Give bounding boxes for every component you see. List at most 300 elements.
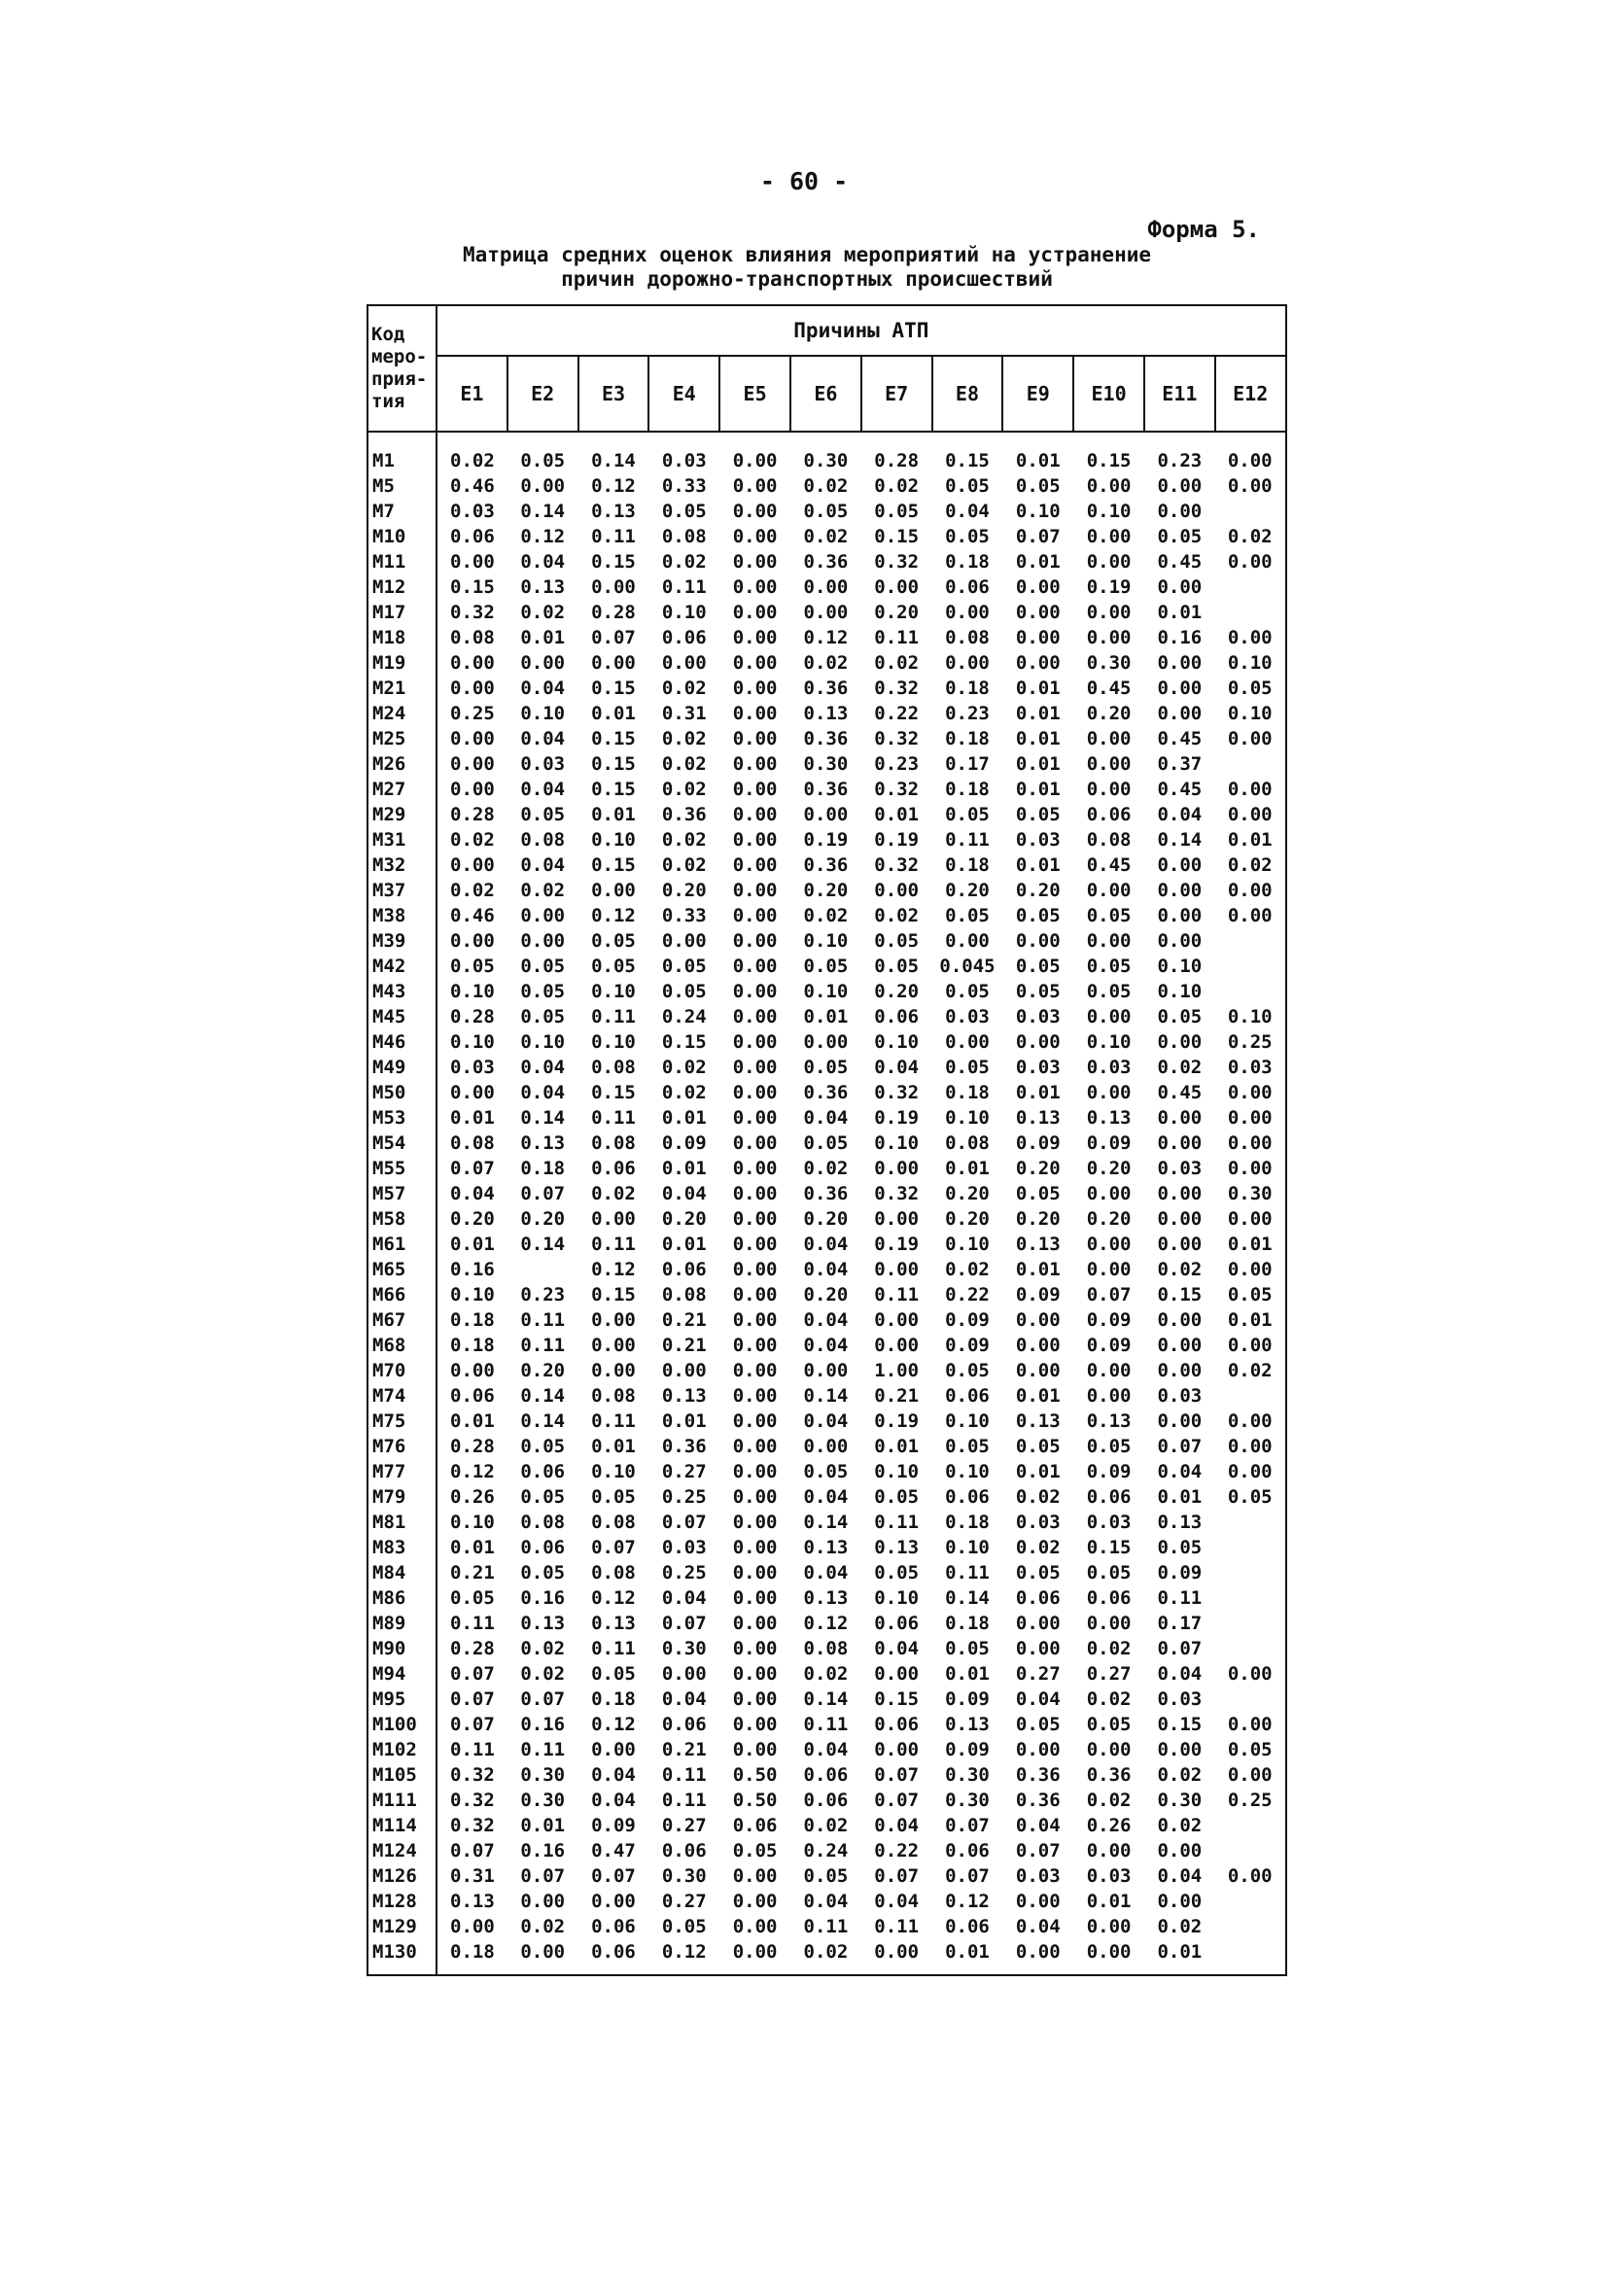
value-cell: 0.30 — [945, 1790, 990, 1811]
value-cell: 0.10 — [450, 1031, 495, 1053]
value-cell: 0.00 — [591, 1335, 636, 1356]
value-cell: 0.05 — [803, 1461, 849, 1482]
value-cell: 0.00 — [1215, 1712, 1286, 1737]
measure-code-cell: M75 — [367, 1409, 437, 1434]
value-cell: 0.24 — [661, 1006, 707, 1027]
value-cell: 0.07 — [450, 1663, 495, 1685]
measure-code-cell: M45 — [367, 1004, 437, 1029]
table-row — [367, 1131, 1286, 1156]
value-cell: 0.18 — [450, 1309, 495, 1331]
value-cell: 0.00 — [732, 678, 778, 699]
measure-code-cell: M126 — [367, 1863, 437, 1889]
value-cell: 0.00 — [591, 576, 636, 598]
value-cell: 0.05 — [1215, 1484, 1286, 1510]
measure-code-cell: M124 — [367, 1838, 437, 1863]
value-cell: 0.00 — [732, 728, 778, 749]
value-cell: 0.02 — [803, 1663, 849, 1685]
value-cell: 0.18 — [945, 1613, 990, 1634]
table-row — [367, 1661, 1286, 1687]
measure-code-cell: M58 — [367, 1206, 437, 1232]
value-cell: 0.02 — [803, 475, 849, 497]
value-cell: 0.00 — [1015, 1891, 1061, 1912]
value-cell: 0.04 — [803, 1891, 849, 1912]
value-cell: 0.00 — [1215, 549, 1286, 574]
value-cell: 0.10 — [1215, 1004, 1286, 1029]
value-cell: 0.00 — [1157, 1234, 1203, 1255]
value-cell: 0.02 — [1215, 524, 1286, 549]
code-column-header — [367, 305, 437, 432]
value-cell: 0.04 — [803, 1259, 849, 1280]
measure-code-cell: M111 — [367, 1788, 437, 1813]
table-body — [367, 432, 1286, 1975]
value-cell: 0.05 — [591, 930, 636, 952]
value-cell: 0.05 — [1015, 1714, 1061, 1735]
value-cell: 0.18 — [945, 854, 990, 876]
value-cell: 0.01 — [661, 1234, 707, 1255]
value-cell: 0.23 — [1157, 450, 1203, 471]
value-cell: 0.00 — [1086, 526, 1132, 547]
value-cell: 0.02 — [1086, 1790, 1132, 1811]
value-cell: 0.05 — [945, 1436, 990, 1457]
value-cell: 0.10 — [591, 1031, 636, 1053]
value-cell: 0.04 — [803, 1234, 849, 1255]
table-row — [367, 751, 1286, 777]
value-cell: 0.00 — [1215, 473, 1286, 499]
value-cell: 0.00 — [732, 1057, 778, 1078]
value-cell: 0.15 — [945, 450, 990, 471]
value-cell: 0.30 — [661, 1638, 707, 1659]
value-cell: 0.00 — [732, 1208, 778, 1230]
value-cell: 0.45 — [1086, 678, 1132, 699]
value-cell: 0.13 — [520, 576, 566, 598]
value-cell: 0.10 — [520, 1031, 566, 1053]
value-cell: 0.05 — [803, 1132, 849, 1154]
value-cell: 0.01 — [661, 1410, 707, 1432]
value-cell: 0.01 — [945, 1158, 990, 1179]
value-cell: 0.00 — [732, 1512, 778, 1533]
value-cell: 0.06 — [1086, 1486, 1132, 1508]
measure-code-cell: M53 — [367, 1105, 437, 1131]
measure-code-cell: M102 — [367, 1737, 437, 1762]
column-header-e1: E1 — [437, 356, 507, 432]
column-header-e5: E5 — [719, 356, 790, 432]
value-cell: 0.12 — [591, 905, 636, 926]
value-cell: 0.27 — [661, 1461, 707, 1482]
value-cell: 0.00 — [1215, 1080, 1286, 1105]
value-cell: 0.20 — [520, 1360, 566, 1381]
measure-code-cell: M17 — [367, 600, 437, 625]
value-cell: 0.11 — [591, 1107, 636, 1129]
value-cell: 0.02 — [874, 475, 920, 497]
value-cell: 0.24 — [803, 1840, 849, 1861]
value-cell: 0.00 — [450, 728, 495, 749]
value-cell: 0.00 — [1157, 905, 1203, 926]
value-cell: 0.00 — [732, 627, 778, 648]
value-cell: 0.30 — [1157, 1790, 1203, 1811]
value-cell: 0.00 — [874, 1663, 920, 1685]
value-cell: 0.07 — [661, 1613, 707, 1634]
value-cell: 0.05 — [945, 905, 990, 926]
value-cell: 0.00 — [1015, 1739, 1061, 1760]
value-cell: 0.02 — [1086, 1688, 1132, 1710]
value-cell: 0.03 — [661, 450, 707, 471]
value-cell: 0.00 — [732, 1183, 778, 1204]
value-cell: 0.20 — [874, 602, 920, 623]
table-row — [367, 954, 1286, 979]
value-cell: 0.20 — [1015, 880, 1061, 901]
value-cell: 0.06 — [1015, 1587, 1061, 1609]
value-cell: 0.00 — [732, 1865, 778, 1887]
value-cell: 0.08 — [591, 1132, 636, 1154]
table-row — [367, 701, 1286, 726]
value-cell: 0.05 — [803, 1057, 849, 1078]
table-row — [367, 574, 1286, 600]
value-cell: 0.00 — [1086, 1259, 1132, 1280]
value-cell: 0.07 — [661, 1512, 707, 1533]
value-cell: 0.45 — [1157, 728, 1203, 749]
value-cell: 0.08 — [450, 1132, 495, 1154]
value-cell: 0.21 — [661, 1309, 707, 1331]
value-cell: 0.08 — [945, 1132, 990, 1154]
value-cell: 0.02 — [661, 728, 707, 749]
value-cell: 0.36 — [1086, 1764, 1132, 1786]
value-cell: 0.01 — [450, 1234, 495, 1255]
value-cell: 0.02 — [1215, 1358, 1286, 1383]
value-cell — [1215, 1510, 1286, 1535]
value-cell: 0.01 — [1015, 854, 1061, 876]
value-cell: 0.13 — [874, 1537, 920, 1558]
value-cell: 0.00 — [874, 1259, 920, 1280]
value-cell: 0.00 — [874, 1208, 920, 1230]
value-cell: 0.03 — [1086, 1512, 1132, 1533]
value-cell: 0.30 — [1086, 652, 1132, 674]
value-cell: 0.14 — [520, 501, 566, 522]
influence-matrix-table — [367, 304, 1287, 1976]
value-cell: 0.47 — [591, 1840, 636, 1861]
measure-code-cell: M27 — [367, 777, 437, 802]
measure-code-cell: M66 — [367, 1282, 437, 1307]
value-cell: 0.00 — [450, 1082, 495, 1103]
value-cell: 0.07 — [450, 1714, 495, 1735]
value-cell: 0.04 — [803, 1562, 849, 1583]
value-cell: 0.00 — [1215, 1206, 1286, 1232]
value-cell: 0.01 — [1015, 450, 1061, 471]
value-cell: 0.10 — [1157, 956, 1203, 977]
value-cell: 0.23 — [874, 753, 920, 775]
value-cell: 0.36 — [803, 779, 849, 800]
value-cell: 0.00 — [1015, 1360, 1061, 1381]
value-cell: 0.25 — [661, 1486, 707, 1508]
value-cell: 0.10 — [945, 1537, 990, 1558]
value-cell: 0.09 — [1015, 1132, 1061, 1154]
value-cell: 0.06 — [874, 1714, 920, 1735]
value-cell: 0.36 — [803, 854, 849, 876]
value-cell: 0.08 — [450, 627, 495, 648]
value-cell: 0.00 — [1015, 1335, 1061, 1356]
value-cell: 0.02 — [803, 1815, 849, 1836]
value-cell: 0.02 — [450, 829, 495, 851]
value-cell: 0.00 — [1086, 627, 1132, 648]
value-cell: 0.07 — [450, 1158, 495, 1179]
value-cell: 0.05 — [1086, 905, 1132, 926]
value-cell: 0.25 — [1215, 1029, 1286, 1055]
value-cell: 0.02 — [661, 829, 707, 851]
table-row — [367, 1307, 1286, 1333]
value-cell: 0.03 — [1015, 829, 1061, 851]
value-cell: 0.12 — [648, 1939, 719, 1975]
value-cell: 0.05 — [945, 981, 990, 1002]
value-cell: 0.03 — [1086, 1865, 1132, 1887]
value-cell: 0.01 — [1015, 779, 1061, 800]
value-cell: 0.15 — [591, 728, 636, 749]
value-cell: 0.00 — [945, 1031, 990, 1053]
value-cell: 0.04 — [520, 779, 566, 800]
value-cell: 0.22 — [874, 703, 920, 724]
value-cell: 0.31 — [450, 1865, 495, 1887]
value-cell: 0.00 — [874, 1158, 920, 1179]
value-cell: 0.15 — [591, 779, 636, 800]
column-header-e12: E12 — [1215, 356, 1286, 432]
value-cell: 0.04 — [803, 1410, 849, 1432]
value-cell: 0.20 — [450, 1208, 495, 1230]
value-cell: 0.11 — [874, 1916, 920, 1937]
value-cell: 0.10 — [803, 981, 849, 1002]
value-cell: 0.27 — [1086, 1663, 1132, 1685]
value-cell: 0.04 — [520, 1082, 566, 1103]
value-cell: 0.01 — [1157, 602, 1203, 623]
value-cell: 0.04 — [591, 1764, 636, 1786]
value-cell: 0.36 — [803, 728, 849, 749]
value-cell — [1215, 600, 1286, 625]
value-cell: 0.00 — [1086, 880, 1132, 901]
value-cell: 0.13 — [1157, 1512, 1203, 1533]
value-cell: 0.05 — [1086, 1436, 1132, 1457]
value-cell: 0.13 — [803, 1537, 849, 1558]
column-header-e9: E9 — [1002, 356, 1073, 432]
value-cell: 0.32 — [874, 728, 920, 749]
value-cell: 0.00 — [661, 930, 707, 952]
value-cell: 0.00 — [732, 501, 778, 522]
value-cell: 0.00 — [732, 1461, 778, 1482]
value-cell: 0.05 — [803, 1865, 849, 1887]
value-cell: 0.20 — [1015, 1158, 1061, 1179]
value-cell: 0.01 — [1215, 1232, 1286, 1257]
table-row — [367, 1687, 1286, 1712]
value-cell: 0.20 — [1086, 703, 1132, 724]
value-cell: 0.06 — [520, 1461, 566, 1482]
value-cell: 0.20 — [803, 880, 849, 901]
value-cell: 0.10 — [450, 1284, 495, 1305]
value-cell: 0.23 — [520, 1284, 566, 1305]
value-cell: 0.02 — [1157, 1764, 1203, 1786]
value-cell: 0.08 — [661, 1284, 707, 1305]
value-cell: 0.30 — [520, 1764, 566, 1786]
value-cell: 0.03 — [1157, 1688, 1203, 1710]
value-cell: 0.01 — [874, 1436, 920, 1457]
table-row — [367, 1282, 1286, 1307]
value-cell: 0.00 — [1086, 602, 1132, 623]
table-title-line-1: Матрица средних оценок влияния мероприятий на устранение — [462, 243, 1151, 266]
value-cell: 0.05 — [1086, 1714, 1132, 1735]
value-cell: 0.11 — [803, 1714, 849, 1735]
value-cell: 0.04 — [803, 1107, 849, 1129]
value-cell: 0.46 — [450, 905, 495, 926]
measure-code-cell: M24 — [367, 701, 437, 726]
value-cell: 0.05 — [450, 956, 495, 977]
value-cell: 0.07 — [1015, 1840, 1061, 1861]
table-row — [367, 1510, 1286, 1535]
value-cell: 0.07 — [520, 1688, 566, 1710]
value-cell: 0.00 — [1086, 1082, 1132, 1103]
value-cell: 0.11 — [520, 1335, 566, 1356]
value-cell: 0.21 — [661, 1739, 707, 1760]
value-cell: 0.01 — [1215, 827, 1286, 852]
table-row — [367, 676, 1286, 701]
value-cell: 0.01 — [591, 1436, 636, 1457]
value-cell: 0.01 — [1015, 728, 1061, 749]
value-cell: 0.06 — [874, 1006, 920, 1027]
value-cell: 0.32 — [874, 854, 920, 876]
value-cell: 0.02 — [661, 1082, 707, 1103]
value-cell: 0.04 — [1015, 1688, 1061, 1710]
value-cell: 0.06 — [661, 627, 707, 648]
value-cell: 0.05 — [945, 475, 990, 497]
value-cell: 0.03 — [1157, 1158, 1203, 1179]
value-cell: 0.00 — [732, 1031, 778, 1053]
value-cell: 0.08 — [591, 1512, 636, 1533]
value-cell: 0.20 — [520, 1208, 566, 1230]
table-row — [367, 1383, 1286, 1409]
value-cell: 0.03 — [520, 753, 566, 775]
value-cell: 0.14 — [591, 450, 636, 471]
causes-group-header: Причины АТП — [437, 305, 1286, 356]
value-cell: 0.05 — [661, 1916, 707, 1937]
measure-code-cell: M11 — [367, 549, 437, 574]
value-cell: 0.09 — [1086, 1335, 1132, 1356]
value-cell: 0.14 — [520, 1385, 566, 1407]
value-cell — [1215, 1560, 1286, 1585]
value-cell: 0.07 — [591, 627, 636, 648]
value-cell: 0.00 — [520, 652, 566, 674]
measure-code-cell: M21 — [367, 676, 437, 701]
value-cell: 0.12 — [803, 627, 849, 648]
value-cell — [1215, 1611, 1286, 1636]
measure-code-cell: M79 — [367, 1484, 437, 1510]
value-cell — [1215, 1914, 1286, 1939]
value-cell: 0.12 — [945, 1891, 990, 1912]
table-row — [367, 1181, 1286, 1206]
value-cell: 0.10 — [945, 1410, 990, 1432]
value-cell: 0.05 — [1157, 526, 1203, 547]
value-cell: 0.01 — [661, 1107, 707, 1129]
value-cell: 0.04 — [803, 1486, 849, 1508]
value-cell: 0.00 — [1215, 1131, 1286, 1156]
table-row — [367, 1333, 1286, 1358]
table-row — [367, 1813, 1286, 1838]
value-cell: 0.14 — [803, 1385, 849, 1407]
value-cell: 0.02 — [803, 1158, 849, 1179]
table-row — [367, 1055, 1286, 1080]
value-cell: 0.19 — [1086, 576, 1132, 598]
table-row — [367, 1889, 1286, 1914]
value-cell: 0.06 — [945, 1385, 990, 1407]
value-cell: 0.00 — [1215, 802, 1286, 827]
measure-code-cell: M70 — [367, 1358, 437, 1383]
value-cell: 0.00 — [1086, 779, 1132, 800]
value-cell: 0.06 — [450, 1385, 495, 1407]
value-cell: 0.06 — [520, 1537, 566, 1558]
value-cell: 0.05 — [945, 1360, 990, 1381]
measure-code-cell: M50 — [367, 1080, 437, 1105]
table-row — [367, 1737, 1286, 1762]
value-cell: 0.02 — [520, 880, 566, 901]
value-cell: 0.00 — [1157, 475, 1203, 497]
column-header-e10: E10 — [1073, 356, 1144, 432]
value-cell: 0.05 — [591, 1486, 636, 1508]
value-cell: 0.00 — [1215, 1409, 1286, 1434]
value-cell: 0.01 — [1015, 753, 1061, 775]
value-cell: 0.00 — [1015, 627, 1061, 648]
value-cell: 0.06 — [661, 1840, 707, 1861]
value-cell: 0.00 — [803, 1360, 849, 1381]
value-cell: 0.13 — [591, 501, 636, 522]
value-cell: 0.05 — [591, 956, 636, 977]
value-cell: 0.32 — [874, 551, 920, 573]
page-number: - 60 - — [759, 167, 849, 195]
value-cell: 0.18 — [520, 1158, 566, 1179]
table-row — [367, 1762, 1286, 1788]
value-cell: 0.13 — [520, 1132, 566, 1154]
value-cell: 0.09 — [1015, 1284, 1061, 1305]
value-cell: 0.18 — [945, 1512, 990, 1533]
value-cell: 0.01 — [803, 1006, 849, 1027]
value-cell: 0.04 — [1157, 1461, 1203, 1482]
value-cell: 0.18 — [945, 551, 990, 573]
value-cell: 0.10 — [1086, 1031, 1132, 1053]
value-cell: 0.00 — [1157, 678, 1203, 699]
value-cell: 0.00 — [732, 1613, 778, 1634]
value-cell: 0.00 — [874, 576, 920, 598]
table-row — [367, 1257, 1286, 1282]
value-cell: 0.00 — [1086, 1739, 1132, 1760]
value-cell: 0.07 — [874, 1764, 920, 1786]
value-cell: 0.01 — [1015, 703, 1061, 724]
value-cell: 0.02 — [661, 678, 707, 699]
value-cell: 0.00 — [1215, 903, 1286, 928]
value-cell: 0.02 — [520, 1916, 566, 1937]
value-cell: 0.10 — [874, 1132, 920, 1154]
value-cell: 0.01 — [1015, 1082, 1061, 1103]
value-cell: 0.28 — [450, 1436, 495, 1457]
value-cell: 0.36 — [661, 804, 707, 825]
value-cell: 0.21 — [450, 1562, 495, 1583]
measure-code-cell: M74 — [367, 1383, 437, 1409]
measure-code-cell: M7 — [367, 499, 437, 524]
value-cell: 0.07 — [520, 1183, 566, 1204]
value-cell: 0.00 — [450, 652, 495, 674]
value-cell: 0.12 — [591, 1259, 636, 1280]
value-cell: 0.04 — [874, 1891, 920, 1912]
value-cell: 0.01 — [450, 1107, 495, 1129]
value-cell: 0.06 — [945, 1840, 990, 1861]
value-cell: 0.00 — [732, 1688, 778, 1710]
value-cell: 0.11 — [520, 1309, 566, 1331]
measure-code-cell: M18 — [367, 625, 437, 650]
value-cell: 0.08 — [520, 829, 566, 851]
value-cell: 0.11 — [450, 1739, 495, 1760]
value-cell: 0.20 — [874, 981, 920, 1002]
value-cell: 0.00 — [732, 576, 778, 598]
